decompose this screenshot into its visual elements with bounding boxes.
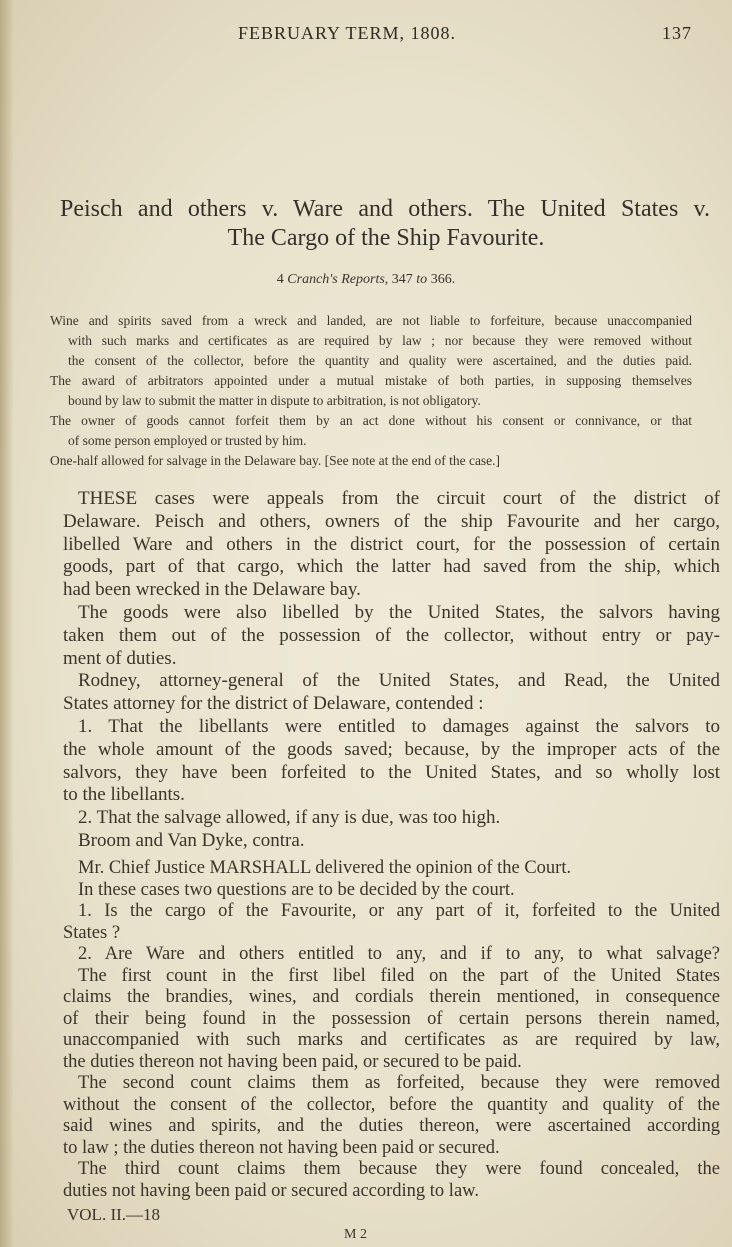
statement-line: goods, part of that cargo, which the latter had saved from the ship, which: [63, 556, 720, 578]
opinion-line: duties not having been paid or secured according to law.: [63, 1180, 479, 1201]
volume-signature: VOL. II.—18: [67, 1205, 161, 1224]
statement-line: THESE cases were appeals from the circuit court of the district of: [78, 488, 720, 509]
statement-line: The goods were also libelled by the United States, the salvors having: [78, 601, 720, 623]
headnote-line: Wine and spirits saved from a wreck and landed, are not liable to forfeiture, because unaccompanied: [50, 313, 692, 328]
page-number: 137: [662, 23, 692, 43]
opinion-line: the duties thereon not having been paid, or secured to be paid.: [63, 1051, 522, 1072]
headnote-line: the consent of the collector, before the quantity and quality were ascertained, and the duties paid.: [68, 353, 692, 368]
statement-line: Rodney, attorney-general of the United States, and Read, the United: [78, 670, 720, 692]
statement-line: taken them out of the possession of the collector, without entry or pay-: [63, 624, 720, 646]
citation-volume: 4: [276, 272, 284, 287]
statement-line: salvors, they have been forfeited to the United States, and so wholly lost: [63, 761, 720, 783]
opinion-line: unaccompanied with such marks and certificates as are required by law,: [63, 1030, 720, 1050]
headnote-line: of some person employed or trusted by him.: [68, 433, 307, 448]
statement-line: the whole amount of the goods saved; because, by the improper acts of the: [63, 738, 720, 760]
running-title: FEBRUARY TERM, 1808.: [238, 23, 457, 43]
statement-line: ment of duties.: [63, 647, 177, 669]
opinion-line: claims the brandies, wines, and cordials therein mentioned, in consequence: [63, 987, 720, 1007]
opinion-line: said wines and spirits, and the duties thereon, were ascertained according: [63, 1116, 720, 1136]
opinion-line: In these cases two questions are to be decided by the court.: [78, 879, 515, 900]
statement-line: Delaware. Peisch and others, owners of the ship Favourite and her cargo,: [63, 510, 720, 532]
opinion-line: to law ; the duties thereon not having been paid or secured.: [63, 1137, 500, 1158]
headnote-line: bound by law to submit the matter in dispute to arbitration, is not obligatory.: [68, 393, 481, 408]
printer-signature-mark: M 2: [344, 1227, 367, 1242]
citation-reporter: Cranch's Reports,: [287, 272, 389, 287]
statement-line: to the libellants.: [63, 784, 185, 806]
opinion-line: States ?: [63, 922, 121, 943]
headnote-line: The award of arbitrators appointed under a mutual mistake of both parties, in supposing themselves: [50, 373, 692, 388]
headnotes: [50, 311, 692, 471]
opinion-line: Mr. Chief Justice MARSHALL delivered the opinion of the Court.: [78, 858, 572, 878]
headnote-line: The owner of goods cannot forfeit them by an act done without his consent or connivance, or that: [50, 413, 692, 428]
court-opinion: [63, 858, 720, 1202]
citation: [0, 271, 732, 289]
opinion-line: without the consent of the collector, before the quantity and quality of the: [63, 1094, 720, 1115]
page-edge-shadow: [0, 0, 14, 1247]
citation-to: to: [416, 272, 428, 287]
case-statement: [63, 488, 720, 853]
statement-line: libelled Ware and others in the district court, for the possession of certain: [63, 533, 720, 555]
statement-line: 2. That the salvage allowed, if any is due, was too high.: [78, 807, 501, 829]
opinion-line: The second count claims them as forfeited, because they were removed: [78, 1073, 720, 1093]
citation-from: 347: [391, 272, 413, 287]
opinion-line: 2. Are Ware and others entitled to any, and if to any, to what salvage?: [78, 944, 720, 964]
statement-line: States attorney for the district of Delaware, contended :: [63, 693, 484, 715]
case-title-line-1: Peisch and others v. Ware and others. The United States v.: [60, 196, 710, 222]
headnote-line: One-half allowed for salvage in the Delaware bay. [See note at the end of the case.]: [50, 453, 501, 468]
opinion-line: of their being found in the possession of certain persons therein named,: [63, 1008, 720, 1029]
citation-end: 366.: [430, 272, 456, 287]
headnote-line: with such marks and certificates as are required by law ; nor because they were removed without: [68, 333, 692, 348]
opinion-line: The first count in the first libel filed on the part of the United States: [78, 965, 720, 986]
opinion-line: 1. Is the cargo of the Favourite, or any part of it, forfeited to the United: [78, 901, 720, 921]
case-title-line-2: The Cargo of the Ship Favourite.: [227, 225, 545, 251]
opinion-line: The third count claims them because they were found concealed, the: [78, 1159, 720, 1179]
statement-line: Broom and Van Dyke, contra.: [78, 829, 305, 851]
statement-line: 1. That the libellants were entitled to damages against the salvors to: [78, 715, 720, 737]
statement-line: had been wrecked in the Delaware bay.: [63, 579, 361, 601]
